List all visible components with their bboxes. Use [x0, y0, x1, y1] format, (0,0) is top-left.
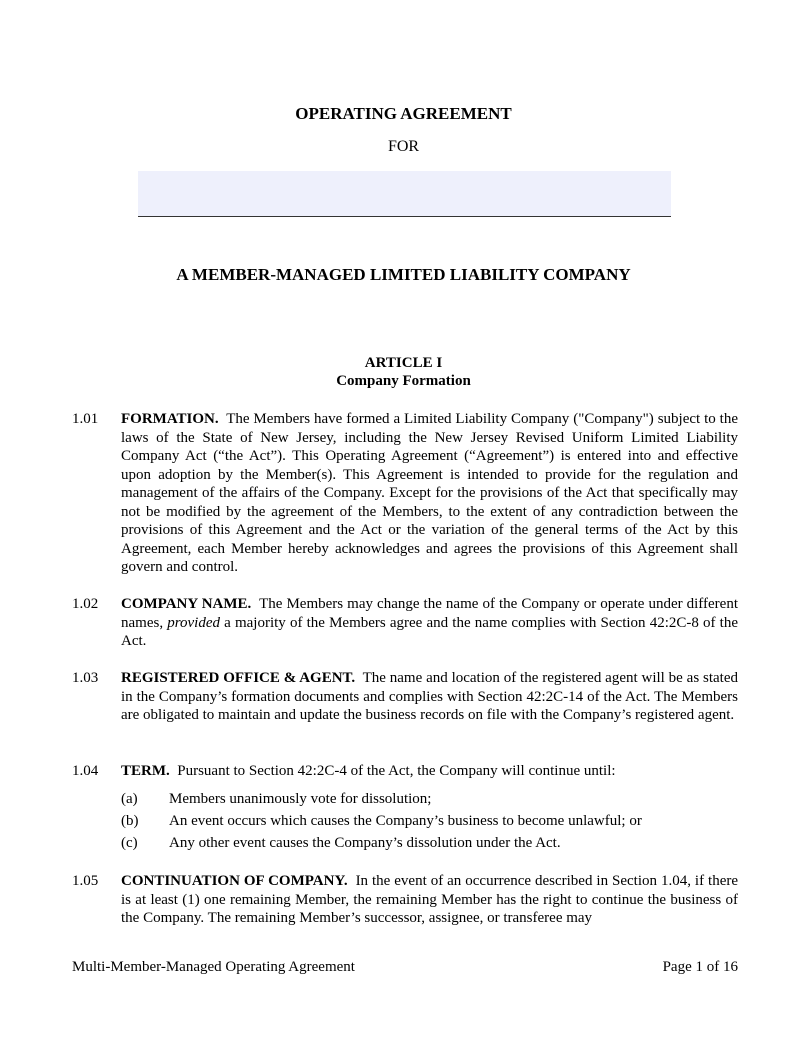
- company-name-field[interactable]: [138, 171, 671, 217]
- section-body: [121, 669, 738, 725]
- section-text: The Members may change the name of the Company or operate under different names,: [121, 596, 739, 631]
- list-item: [121, 834, 738, 853]
- section-number: 1.03: [72, 670, 99, 686]
- section-body: [121, 595, 738, 651]
- section-body: [121, 762, 738, 781]
- list-marker: (a): [121, 791, 138, 807]
- article-name: Company Formation: [336, 373, 471, 389]
- article-number: ARTICLE I: [364, 355, 443, 371]
- list-text: An event occurs which causes the Company’s business to become unlawful; or: [169, 813, 642, 829]
- for-label: FOR: [387, 138, 420, 155]
- section-1-04: [72, 762, 738, 781]
- section-1-05: [72, 872, 738, 928]
- list-item: [121, 790, 738, 809]
- document-subtitle: A MEMBER-MANAGED LIMITED LIABILITY COMPANY: [176, 265, 631, 284]
- section-1-01: [72, 410, 738, 577]
- list-item: [121, 812, 738, 831]
- section-body: [121, 872, 738, 928]
- section-heading: COMPANY NAME.: [121, 596, 252, 612]
- section-body: [121, 410, 738, 577]
- section-heading: CONTINUATION OF COMPANY.: [121, 873, 348, 889]
- section-number: 1.01: [72, 411, 99, 427]
- section-text: Pursuant to Section 42:2C-4 of the Act, the Company will continue until:: [177, 763, 616, 779]
- list-text: Members unanimously vote for dissolution;: [169, 791, 432, 807]
- section-text-italic: provided: [167, 614, 220, 631]
- section-text: The name and location of the registered agent will be as stated in the Company’s formation documents and complies with Section 42:2C-14 of the Act. The Members are obligated to maintain and update the business records on file with the Company’s registered agent.: [121, 670, 738, 723]
- footer-page-number: Page 1 of 16: [662, 959, 738, 975]
- section-text-continued: a majority of the Members agree and the name complies with Section 42:2C-8 of the Act.: [121, 614, 738, 649]
- section-heading: REGISTERED OFFICE & AGENT.: [121, 670, 356, 686]
- section-1-03: [72, 669, 738, 725]
- section-1-02: [72, 595, 738, 651]
- document-title: OPERATING AGREEMENT: [295, 104, 512, 123]
- section-heading: TERM.: [121, 763, 170, 779]
- list-marker: (c): [121, 835, 138, 851]
- list-text: Any other event causes the Company’s dissolution under the Act.: [169, 835, 561, 851]
- footer-document-name: Multi-Member-Managed Operating Agreement: [72, 959, 355, 975]
- section-heading: FORMATION.: [121, 411, 219, 427]
- section-number: 1.02: [72, 596, 99, 612]
- section-number: 1.05: [72, 873, 99, 889]
- section-number: 1.04: [72, 763, 99, 779]
- section-text: The Members have formed a Limited Liability Company ("Company") subject to the laws of the State of New Jersey, including the New Jersey Revised Uniform Limited Liability Company Act (“the Act”). This Operating Agreement (“Agreement”) is entered into and effective upon adoption by the Member(s). This Agreement is intended to provide for the regulation and management of the affairs of the Company. Except for the provisions of the Act that specifically may not be modified by the agreement of the Members, to the extent of any contradiction between the provisions of this Agreement and the Act or the variation of the general terms of the Act by this Agreement, each Member hereby acknowledges and agrees the provisions of this Agreement shall govern and control.: [121, 411, 738, 575]
- list-marker: (b): [121, 813, 139, 829]
- section-text: In the event of an occurrence described in Section 1.04, if there is at least (1) one remaining Member, the remaining Member has the right to continue the business of the Company. The remaining Member’s successor, assignee, or transferee may: [121, 873, 738, 926]
